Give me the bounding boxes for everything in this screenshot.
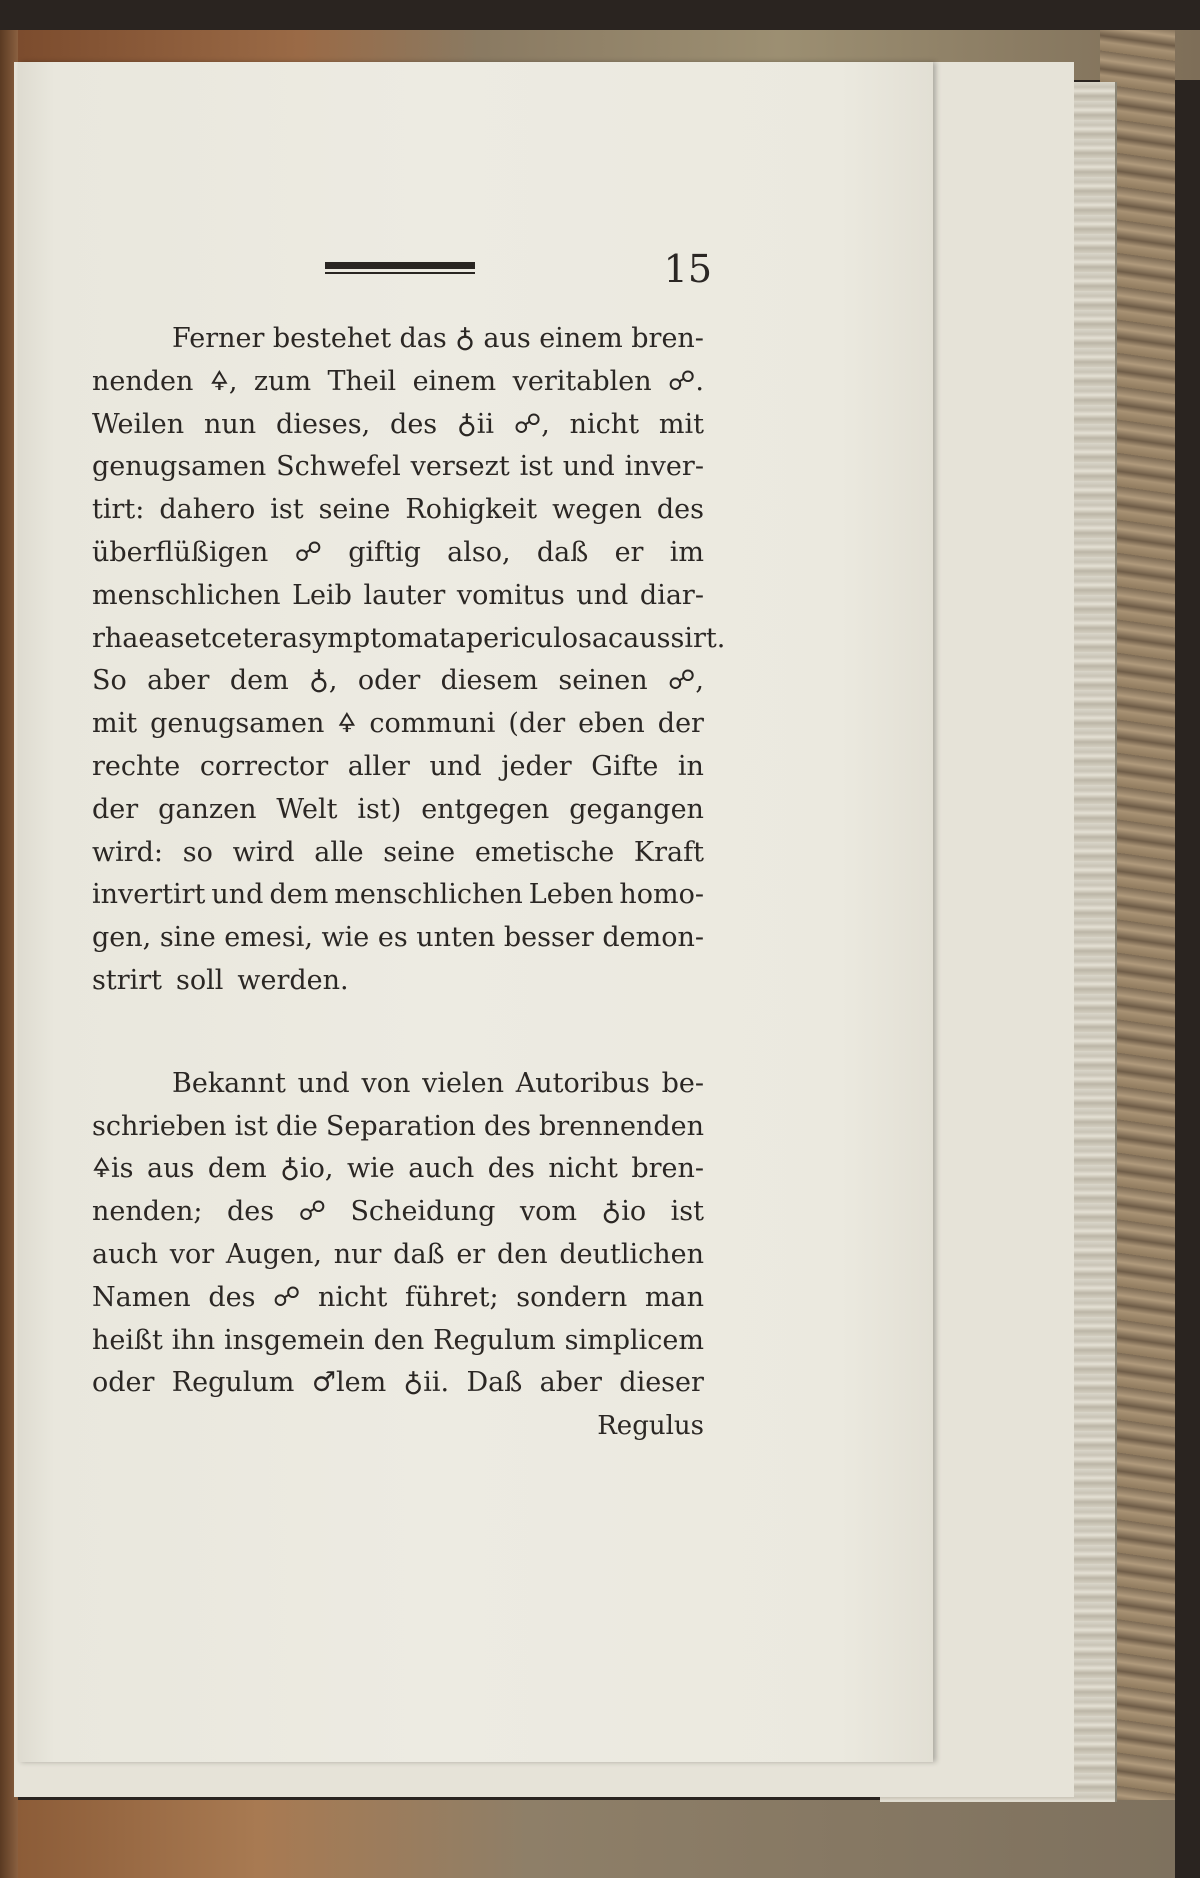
text-line: So aber dem ♁, oder diesem seinen ☍, [92, 665, 704, 697]
text-line: nenden; des ☍ Scheidung vom ♁io ist [92, 1196, 704, 1228]
text-line: der ganzen Welt ist) entgegen gegangen [92, 793, 704, 825]
text-line: Namen des ☍ nicht führet; sondern man [92, 1281, 704, 1313]
text-line: heißt ihn insgemein den Regulum simplicem [92, 1324, 704, 1356]
catchword: Regulus [597, 1411, 704, 1442]
text-line: rechte corrector aller und jeder Gifte in [92, 750, 704, 782]
text-line: auch vor Augen, nur daß er den deutlichen [92, 1238, 704, 1270]
text-line: überflüßigen ☍ giftig also, daß er im [92, 536, 704, 568]
text-line: mit genugsamen 🜍 communi (der eben der [92, 708, 704, 740]
page-number: 15 [663, 247, 712, 291]
text-line: menschlichen Leib lauter vomitus und diar- [92, 579, 704, 611]
paragraph [92, 318, 726, 1003]
header-rule-thin [325, 272, 475, 274]
text-line: schrieben ist die Separation des brennenden [92, 1110, 704, 1142]
text-line: invertirt und dem menschlichen Leben homo- [92, 879, 704, 911]
text-line: rhaeas et cetera symptomata periculosa caussirt. [92, 622, 726, 654]
text-line: tirt: dahero ist seine Rohigkeit wegen des [92, 494, 704, 526]
page-text [92, 318, 726, 1448]
text-line: oder Regulum ♂lem ♁ii. Daß aber dieser [92, 1367, 704, 1399]
text-line: 🜍is aus dem ♁io, wie auch des nicht bren- [92, 1153, 704, 1185]
paragraph [92, 1063, 704, 1405]
text-line: genugsamen Schwefel versezt ist und inver- [92, 451, 704, 483]
header-rule [325, 262, 475, 269]
text-line: nenden 🜍, zum Theil einem veritablen ☍. [92, 365, 704, 397]
text-line: Ferner bestehet das ♁ aus einem bren- [172, 323, 704, 354]
paragraph-gap [92, 1003, 704, 1063]
text-line: Bekannt und von vielen Autoribus be- [172, 1067, 704, 1099]
text-line: Weilen nun dieses, des ♁ii ☍, nicht mit [92, 408, 704, 440]
book-cover-bottom [0, 1800, 1175, 1878]
text-line: wird: so wird alle seine emetische Kraft [92, 836, 704, 868]
text-line: strirt soll werden. [92, 964, 349, 996]
text-line: gen, sine emesi, wie es unten besser demon- [92, 922, 704, 954]
